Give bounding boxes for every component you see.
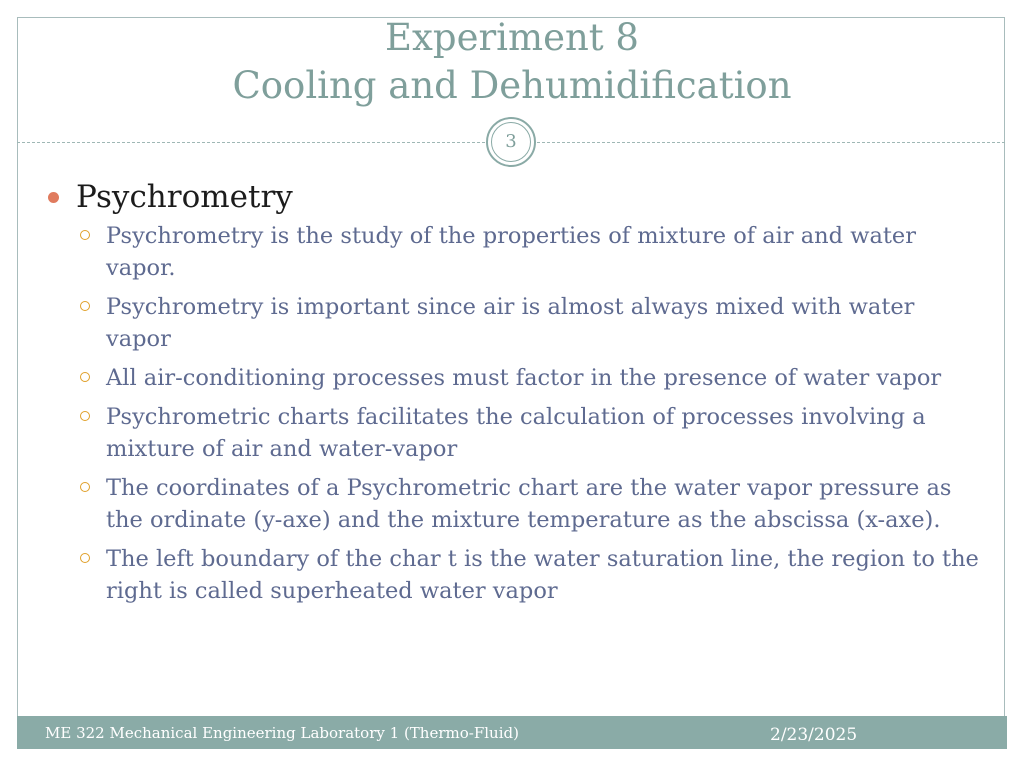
list-item-text: The left boundary of the char t is the water saturation line, the region to the right is called superheated water vapor [106,546,979,604]
list-item [44,401,984,465]
footer-date: 2/23/2025 [770,725,858,745]
ring-bullet-icon [80,372,90,382]
list-item-text: Psychrometry is important since air is almost always mixed with water vapor [106,294,915,352]
ring-bullet-icon [80,301,90,311]
list-item [44,291,984,355]
list-item [44,220,984,284]
ring-bullet-icon [80,553,90,563]
list-item-text: The coordinates of a Psychrometric chart are the water vapor pressure as the ordinate (y-axe) and the mixture temperature as the abscissa (x-axe). [106,475,952,533]
title-line-1: Experiment 8 [385,16,639,59]
ring-bullet-icon [80,411,90,421]
title-line-2: Cooling and Dehumidification [232,64,792,107]
slide-content [44,176,984,614]
section-heading: Psychrometry [76,179,293,215]
ring-bullet-icon [80,230,90,240]
slide-number: 3 [505,131,517,152]
footer-course: ME 322 Mechanical Engineering Laboratory 1 (Thermo-Fluid) [45,724,519,742]
list-item-text: All air-conditioning processes must factor in the presence of water vapor [106,365,942,391]
bullet-dot-icon [48,192,59,203]
list-item [44,362,984,394]
list-item-text: Psychrometric charts facilitates the calculation of processes involving a mixture of air and water-vapor [106,404,926,462]
list-item [44,472,984,536]
list-item [44,543,984,607]
slide-number-badge [486,117,536,167]
ring-bullet-icon [80,482,90,492]
slide-title [17,14,1007,110]
bullet-list [44,220,984,607]
list-item-text: Psychrometry is the study of the properties of mixture of air and water vapor. [106,223,916,281]
footer-bar [17,716,1007,749]
main-bullet [44,176,984,218]
